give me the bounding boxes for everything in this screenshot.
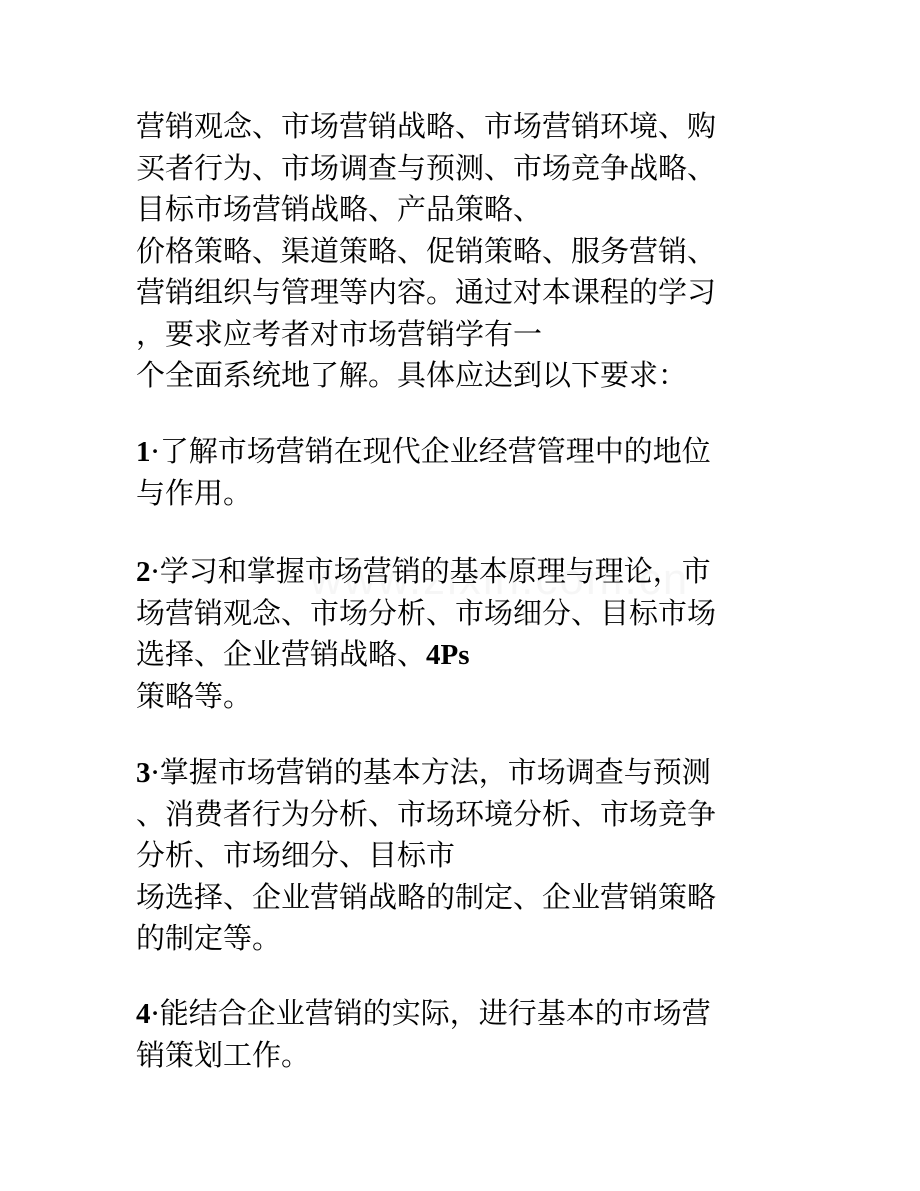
- requirement-number: 3: [136, 757, 151, 789]
- requirement-line: 场选择、企业营销战略的制定、企业营销策略: [136, 879, 717, 914]
- requirement-text: 了解市场营销在现代企业经营管理中的地位: [159, 434, 711, 468]
- requirement-line: 场营销观念、市场分析、市场细分、目标市场: [136, 595, 717, 630]
- intro-line: 营销观念、市场营销战略、市场营销环境、购: [136, 109, 717, 143]
- intro-line: 价格策略、渠道策略、促销策略、服务营销、: [136, 233, 717, 268]
- requirement-line: [136, 752, 796, 794]
- requirement-line: 的制定等。: [136, 921, 282, 955]
- intro-line: ，要求应考者对市场营销学有一: [136, 316, 543, 351]
- requirement-item-4: [136, 993, 796, 1076]
- intro-line: 买者行为、市场调查与预测、市场竞争战略、: [136, 150, 717, 185]
- four-ps-label: 4Ps: [426, 639, 470, 671]
- requirement-line: 策略等。: [136, 678, 253, 713]
- requirement-separator: ·: [150, 554, 160, 588]
- intro-line: 个全面系统地了解。具体应达到以下要求：: [136, 358, 688, 392]
- requirement-text: 学习和掌握市场营销的基本原理与理论，市: [159, 554, 711, 588]
- requirement-item-1: [136, 431, 796, 514]
- requirement-line: [136, 634, 796, 676]
- requirement-text: 选择、企业营销战略、: [136, 637, 427, 671]
- requirement-line: [136, 431, 796, 473]
- requirement-line: 销策划工作。: [136, 1037, 311, 1072]
- requirement-number: 1: [136, 436, 151, 468]
- requirement-line: 分析、市场细分、目标市: [136, 838, 456, 872]
- requirement-item-3: [136, 752, 796, 960]
- requirement-line: 、消费者行为分析、市场环境分析、市场竞争: [136, 796, 717, 831]
- requirement-text: 能结合企业营销的实际，进行基本的市场营: [159, 996, 711, 1030]
- requirement-separator: ·: [150, 996, 160, 1030]
- requirement-line: 与作用。: [136, 475, 253, 510]
- requirement-item-2: [136, 551, 796, 717]
- requirement-number: 2: [136, 556, 151, 588]
- requirement-line: [136, 993, 796, 1035]
- requirement-separator: ·: [150, 755, 160, 789]
- intro-line: 营销组织与管理等内容。通过对本课程的学习: [136, 275, 717, 309]
- intro-paragraph: [136, 106, 796, 397]
- requirement-separator: ·: [150, 434, 160, 468]
- requirement-line: [136, 551, 796, 593]
- requirement-number: 4: [136, 998, 151, 1030]
- requirement-text: 掌握市场营销的基本方法，市场调查与预测: [159, 755, 711, 789]
- intro-line: 目标市场营销战略、产品策略、: [136, 192, 543, 226]
